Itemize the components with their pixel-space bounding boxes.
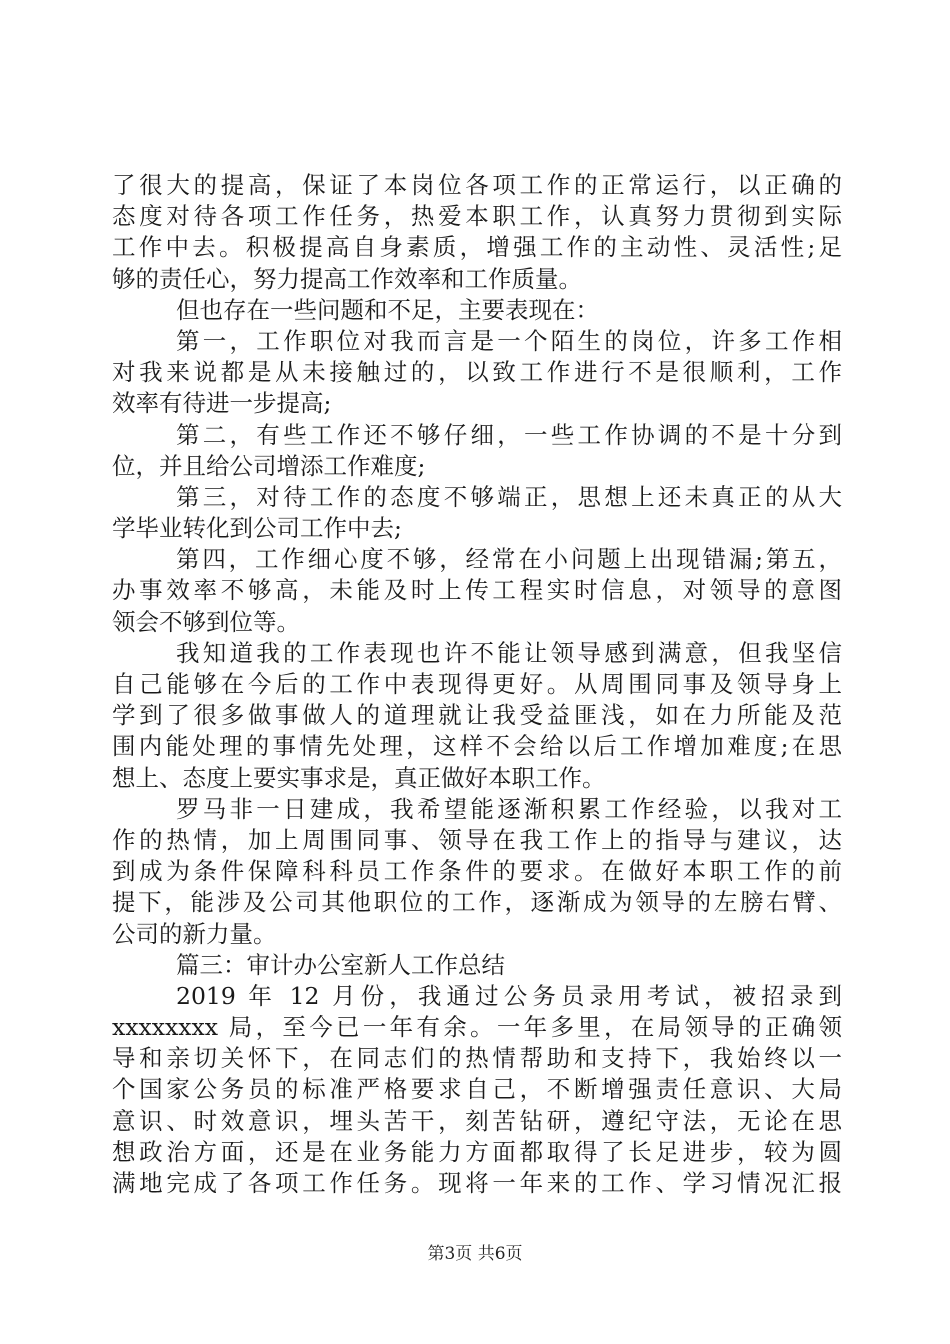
text-line: 公司的新力量。 bbox=[112, 919, 277, 948]
page-footer: 第3页 共6页 bbox=[427, 1244, 523, 1264]
text-line: 个国家公务员的标准严格要求自己，不断增强责任意识、大局 bbox=[112, 1075, 842, 1104]
text-line: 对我来说都是从未接触过的，以致工作进行不是很顺利，工作 bbox=[112, 358, 842, 387]
text-line: 但也存在一些问题和不足，主要表现在： bbox=[176, 295, 599, 324]
text-line: 导和亲切关怀下，在同志们的热情帮助和支持下，我始终以一 bbox=[112, 1044, 842, 1073]
text-line: 到成为条件保障科科员工作条件的要求。在做好本职工作的前 bbox=[112, 857, 842, 886]
section-heading: 篇三：审计办公室新人工作总结 bbox=[176, 950, 505, 979]
text-line: 位，并且给公司增添工作难度; bbox=[112, 451, 426, 480]
text-line: 提下，能涉及公司其他职位的工作，逐渐成为领导的左膀右臂、 bbox=[112, 888, 842, 917]
text-line: 态度对待各项工作任务，热爱本职工作，认真努力贯彻到实际 bbox=[112, 202, 842, 231]
text-line: 围内能处理的事情先处理，这样不会给以后工作增加难度;在思 bbox=[112, 732, 842, 761]
text-line: 第二，有些工作还不够仔细，一些工作协调的不是十分到 bbox=[176, 420, 842, 449]
text-line: 第三，对待工作的态度不够端正，思想上还未真正的从大 bbox=[176, 482, 842, 511]
body-text bbox=[112, 170, 842, 1199]
text-line: 够的责任心，努力提高工作效率和工作质量。 bbox=[112, 264, 582, 293]
text-line: 学到了很多做事做人的道理就让我受益匪浅，如在力所能及范 bbox=[112, 701, 842, 730]
text-line: 意识、时效意识，埋头苦干，刻苦钻研，遵纪守法，无论在思 bbox=[112, 1106, 842, 1135]
text-line: 学毕业转化到公司工作中去; bbox=[112, 514, 402, 543]
text-line: xxxxxxxx 局，至今已一年有余。一年多里，在局领导的正确领 bbox=[112, 1013, 842, 1042]
text-line: 满地完成了各项工作任务。现将一年来的工作、学习情况汇报 bbox=[112, 1169, 842, 1197]
text-line: 想政治方面，还是在业务能力方面都取得了长足进步，较为圆 bbox=[112, 1137, 842, 1166]
text-line: 自己能够在今后的工作中表现得更好。从周围同事及领导身上 bbox=[112, 670, 842, 698]
text-line: 效率有待进一步提高; bbox=[112, 389, 332, 418]
text-line: 罗马非一日建成，我希望能逐渐积累工作经验，以我对工 bbox=[176, 794, 842, 823]
text-line: 领会不够到位等。 bbox=[112, 607, 300, 636]
text-line: 第一，工作职位对我而言是一个陌生的岗位，许多工作相 bbox=[176, 326, 842, 355]
text-line: 想上、态度上要实事求是，真正做好本职工作。 bbox=[112, 763, 606, 792]
text-line: 作的热情，加上周围同事、领导在我工作上的指导与建议，达 bbox=[112, 825, 842, 854]
text-line: 了很大的提高，保证了本岗位各项工作的正常运行，以正确的 bbox=[112, 171, 842, 199]
text-line: 工作中去。积极提高自身素质，增强工作的主动性、灵活性;足 bbox=[112, 233, 842, 262]
text-line: 我知道我的工作表现也许不能让领导感到满意，但我坚信 bbox=[176, 638, 842, 667]
text-line: 第四，工作细心度不够，经常在小问题上出现错漏;第五， bbox=[176, 545, 842, 574]
text-line: 办事效率不够高，未能及时上传工程实时信息，对领导的意图 bbox=[112, 576, 842, 605]
text-line: 2019 年 12 月份，我通过公务员录用考试，被招录到 bbox=[176, 981, 842, 1010]
